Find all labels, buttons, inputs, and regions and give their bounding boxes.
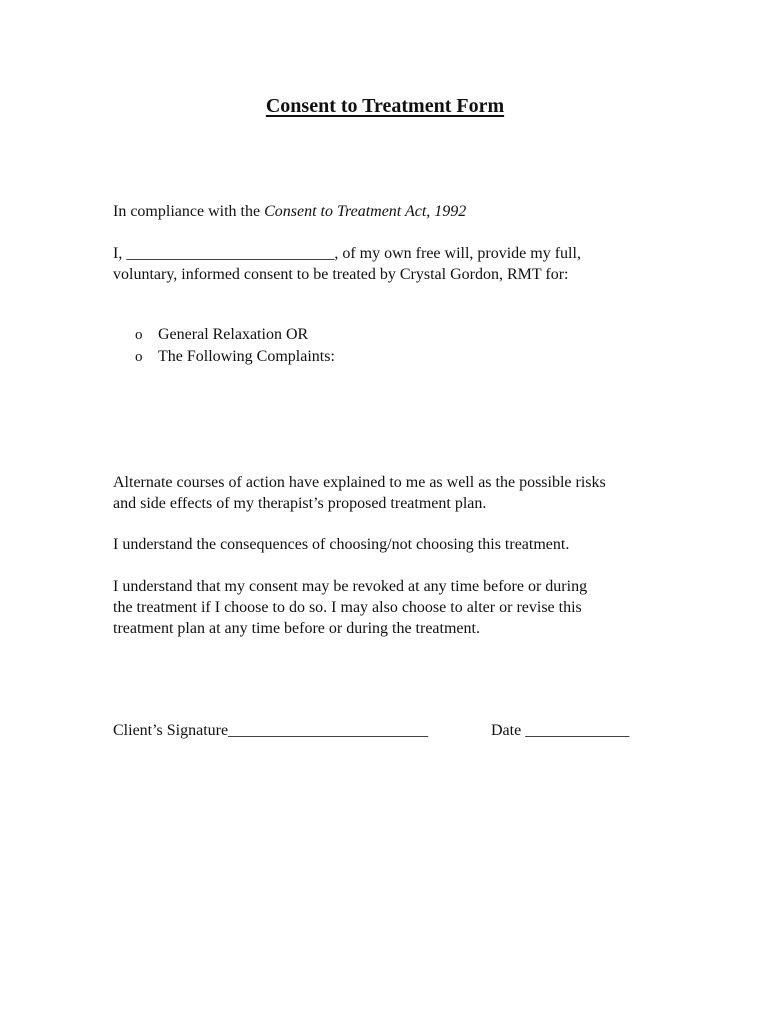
consequences-statement: I understand the consequences of choosing/not choosing this treatment. [113, 536, 570, 553]
date-field[interactable]: Date _____________ [491, 722, 630, 739]
option-bullet-icon[interactable]: o [135, 327, 143, 343]
alternates-statement [113, 472, 673, 514]
revoke-statement [113, 576, 673, 639]
revoke-line-2: the treatment if I choose to do so. I may also choose to alter or revise this [113, 599, 582, 616]
option-bullet-icon[interactable]: o [135, 349, 143, 365]
option-label: General Relaxation OR [158, 326, 309, 343]
consent-line-2: voluntary, informed consent to be treated by Crystal Gordon, RMT for: [113, 266, 569, 283]
consent-statement [113, 243, 673, 285]
revoke-line-1: I understand that my consent may be revoked at any time before or during [113, 578, 588, 595]
consent-line-1: I, __________________________, of my own free will, provide my full, [113, 245, 581, 262]
compliance-statement [113, 201, 673, 222]
alternates-line-2: and side effects of my therapist’s proposed treatment plan. [113, 495, 487, 512]
alternates-line-1: Alternate courses of action have explained to me as well as the possible risks [113, 474, 606, 491]
act-name: Consent to Treatment Act, 1992 [264, 203, 467, 220]
form-title: Consent to Treatment Form [265, 95, 505, 117]
client-signature-field[interactable]: Client’s Signature_________________________ [113, 722, 429, 739]
compliance-prefix: In compliance with the [113, 203, 265, 220]
option-general-relaxation[interactable] [135, 324, 335, 346]
revoke-line-3: treatment plan at any time before or during the treatment. [113, 620, 480, 637]
option-following-complaints[interactable] [135, 346, 335, 368]
option-label: The Following Complaints: [158, 348, 335, 365]
treatment-options [135, 324, 335, 368]
